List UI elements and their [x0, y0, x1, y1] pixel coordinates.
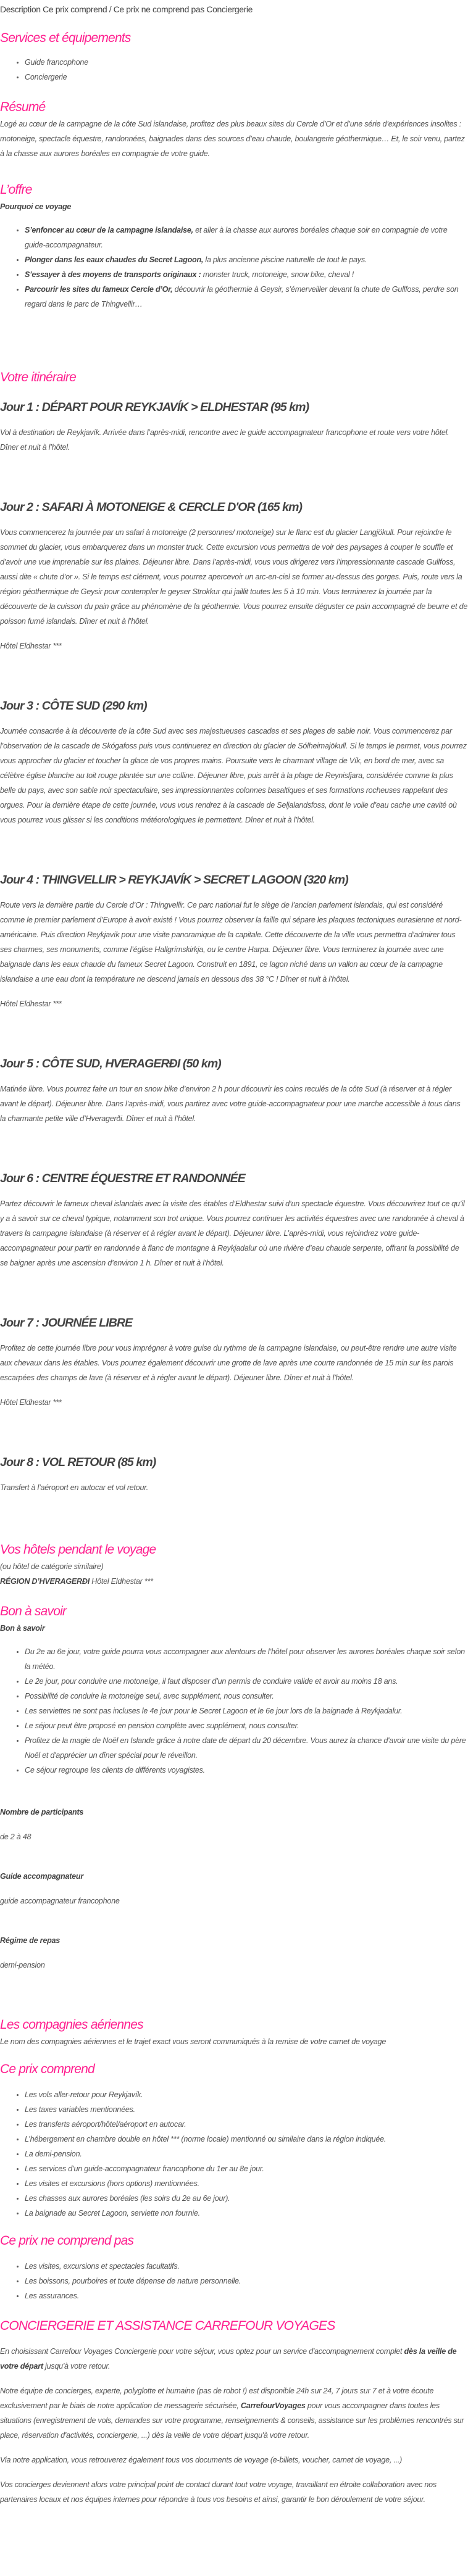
- hotels-entry: [0, 1574, 468, 1589]
- day-hotel: Hôtel Eldhestar ***: [0, 642, 62, 650]
- day-title: Jour 5 : CÔTE SUD, HVERAGERÐI (50 km): [0, 1057, 221, 1071]
- day-title: Jour 7 : JOURNÉE LIBRE: [0, 1316, 133, 1330]
- list-item: • Les boissons, pourboires et toute dépense de nature personnelle.: [25, 2274, 468, 2288]
- list-item: • Les transferts aéroport/hôtel/aéroport en autocar.: [25, 2117, 468, 2132]
- bon-a-savoir-section: [0, 1602, 468, 1973]
- day-description: Transfert à l’aéroport en autocar et vol retour.: [0, 1483, 148, 1492]
- list-item: • Le 2e jour, pour conduire une motoneige, il faut disposer d’un permis de conduire valide et avoir au moins 18 ans.: [25, 1674, 468, 1689]
- hotels-title: Vos hôtels pendant le voyage: [0, 1543, 156, 1557]
- list-item: • Les visites, excursions et spectacles facultatifs.: [25, 2259, 468, 2274]
- hotels-region: RÉGION D’HVERAGERÐI: [0, 1577, 90, 1586]
- offre-item-lead: S’essayer à des moyens de transports originaux :: [25, 270, 201, 279]
- offre-subtitle: Pourquoi ce voyage: [0, 202, 72, 211]
- list-item: • Du 2e au 6e jour, votre guide pourra vous accompagner aux alentours de l’hôtel pour observer les aurores boréales chaque soir selon la météo.: [25, 1644, 468, 1674]
- conciergerie-p4: Vos concierges deviennent alors votre principal point de contact durant tout votre voyage, travaillant en étroite collaboration avec nos partenaires locaux et nos équipes internes pour répondre à tous vos besoins et ainsi, garantir le bon déroulement de votre séjour.: [0, 2480, 437, 2504]
- list-item: • Guide francophone: [25, 55, 468, 70]
- bon-a-savoir-subtitle: Bon à savoir: [0, 1624, 45, 1633]
- offre-item-text: la plus ancienne piscine naturelle de tout le pays.: [203, 255, 367, 264]
- day-title: Jour 1 : DÉPART POUR REYKJAVÍK > ELDHESTAR (95 km): [0, 400, 309, 414]
- nav-prix[interactable]: Ce prix comprend / Ce prix ne comprend pas: [43, 4, 204, 14]
- day-title: Jour 8 : VOL RETOUR (85 km): [0, 1456, 156, 1469]
- fact-label: Régime de repas: [0, 1936, 61, 1945]
- bold-text: dès la veille de votre départ: [0, 2347, 457, 2371]
- text: pour vous accompagner dans toutes les situations (enregistrement de vols, demandes sur votre programme, renseignements & conseils, assistance sur les problèmes rencontrés sur place, réservation d'activités, conciergerie, ...) dès la veille de votre départ jusqu'à votre retour.: [0, 2401, 464, 2440]
- bon-a-savoir-list: [0, 1644, 468, 1778]
- day-hotel: Hôtel Eldhestar ***: [0, 1398, 62, 1407]
- day-hotel: Hôtel Eldhestar ***: [0, 1000, 62, 1008]
- offre-item: [25, 282, 468, 312]
- day-title: Jour 6 : CENTRE ÉQUESTRE ET RANDONNÉE: [0, 1172, 245, 1185]
- list-item: • Profitez de la magie de Noël en Islande grâce à notre date de départ du 20 décembre. Vous aurez la chance d'avoir une visite du père Noël et d'apprécier un dîner spécial pour le réveillon.: [25, 1733, 468, 1763]
- itinerary-day: [0, 498, 468, 653]
- offre-item: [25, 252, 468, 267]
- hotels-name: Hôtel Eldhestar ***: [91, 1577, 153, 1586]
- resume-text: Logé au cœur de la campagne de la côte Sud islandaise, profitez des plus beaux sites du Cercle d’Or et d’une série d’expériences insolites : motoneige, spectacle équestre, randonnées, baignades dans des sources d’eau chaude, boulangerie géothermique… Et, le soir venu, partez à la chasse aux aurores boréales en compagnie de votre guide.: [0, 120, 465, 158]
- list-item: • Ce séjour regroupe les clients de différents voyagistes.: [25, 1763, 468, 1778]
- itinerary-day: [0, 1054, 468, 1126]
- list-item: • L’hébergement en chambre double en hôtel *** (norme locale) mentionné ou similaire dans la région indiquée.: [25, 2132, 468, 2147]
- fact-label: Guide accompagnateur: [0, 1872, 83, 1881]
- offre-item-lead: Plonger dans les eaux chaudes du Secret Lagoon,: [25, 255, 204, 264]
- text: jusqu'à votre retour.: [43, 2362, 111, 2371]
- excludes-list: [0, 2259, 468, 2303]
- hotels-section: [0, 1541, 468, 1589]
- fact-label: Nombre de participants: [0, 1808, 84, 1816]
- list-item: • La demi-pension.: [25, 2147, 468, 2161]
- nav-conciergerie[interactable]: Conciergerie: [206, 4, 253, 14]
- day-description: Route vers la dernière partie du Cercle d’Or : Thingvellir. Ce parc national fut le siège de l’ancien parlement islandais, qui est considéré comme le premier parlement d’Europe à avoir existé ! Vous pourrez observer la faille qui sépare les plaques tectoniques eurasienne et nord-américaine. Puis direction Reykjavík pour une visite panoramique de la capitale. Cette découverte de la ville vous permettra d’admirer tous ses charmes, ses monuments, comme l’église Hallgrímskirkja, ou le centre Harpa. Déjeuner libre. Vous terminerez la journée avec une baignade dans les eaux chaude du fameux Secret Lagoon. Construit en 1891, ce lagon niché dans un vallon au cœur de la campagne islandaise a une eau dont la température ne descend jamais en dessous des 38 °C ! Dîner et nuit à l’hôtel.: [0, 901, 462, 984]
- conciergerie-p1: [0, 2344, 468, 2374]
- offre-item-lead: Parcourir les sites du fameux Cercle d’Or,: [25, 285, 173, 294]
- includes-list: [0, 2087, 468, 2221]
- includes-section: [0, 2060, 468, 2221]
- list-item: • Le séjour peut être proposé en pension complète avec supplément, nous consulter.: [25, 1718, 468, 1733]
- airlines-title: Les compagnies aériennes: [0, 2018, 143, 2032]
- resume-title: Résumé: [0, 100, 46, 114]
- itinerary-section: [0, 368, 468, 1495]
- itinerary-day: [0, 1453, 468, 1495]
- fact-value: demi-pension: [0, 1961, 45, 1969]
- text: Notre équipe de concierges, experte, polyglotte et humaine (pas de robot !) est disponible 24h sur 24, 7 jours sur 7 et à votre écoute exclusivement par le biais de notre application de messagerie sécurisée,: [0, 2387, 434, 2410]
- offre-title: L’offre: [0, 183, 32, 197]
- conciergerie-p2: [0, 2383, 468, 2443]
- offre-list: [0, 223, 468, 312]
- list-item: • Les visites et excursions (hors options) mentionnées.: [25, 2176, 468, 2191]
- offre-item-text: et aller à la chasse aux aurores boréales chaque soir en compagnie de votre guide-accompagnateur.: [25, 226, 448, 249]
- day-description: Journée consacrée à la découverte de la côte Sud avec ses majestueuses cascades et ses plages de sable noir. Vous commencerez par l’observation de la cascade de Skógafoss puis vous continuerez en direction du glacier de Sólheimajökull. Si le temps le permet, vous pourrez vous approcher du glacier et toucher la glace de vos propres mains. Poursuite vers le charmant village de Vík, en bord de mer, avec sa célèbre église blanche au toit rouge plantée sur une colline. Déjeuner libre, puis arrêt à la plage de Reynisfjara, considérée comme la plus belle du pays, avec son sable noir spectaculaire, ses impressionnantes colonnes basaltiques et ses formations rocheuses rappelant des orgues. Pour la dernière étape de cette journée, vous vous rendrez à la cascade de Seljalandsfoss, dont le voile d’eau cache une cavité où vous pourrez vous glisser si les conditions météorologiques le permettent. Dîner et nuit à l’hôtel.: [0, 727, 467, 824]
- list-item: • Les assurances.: [25, 2288, 468, 2303]
- resume-section: [0, 98, 468, 161]
- itinerary-day: [0, 398, 468, 455]
- list-item: • Les vols aller-retour pour Reykjavík.: [25, 2087, 468, 2102]
- offre-item-lead: S’enfoncer au cœur de la campagne islandaise,: [25, 226, 193, 234]
- top-nav: [0, 0, 468, 17]
- includes-title: Ce prix comprend: [0, 2062, 94, 2076]
- day-title: Jour 2 : SAFARI À MOTONEIGE & CERCLE D'OR (165 km): [0, 500, 303, 514]
- day-description: Matinée libre. Vous pourrez faire un tour en snow bike d’environ 2 h pour découvrir les coins reculés de la côte Sud (à réserver et à régler avant le départ). Déjeuner libre. Dans l’après-midi, vous partirez avec votre guide-accompagnateur pour une marche accessible à tous dans la charmante petite ville d’Hveragerði. Dîner et nuit à l’hôtel.: [0, 1085, 461, 1123]
- list-item: • Les serviettes ne sont pas incluses le 4e jour pour le Secret Lagoon et le 6e jour lors de la baignade à Reykjadalur.: [25, 1704, 468, 1718]
- itinerary-day: [0, 697, 468, 827]
- list-item: • Les chasses aux aurores boréales (les soirs du 2e au 6e jour).: [25, 2191, 468, 2206]
- fact-value: de 2 à 48: [0, 1833, 31, 1841]
- list-item: • Les services d’un guide-accompagnateur francophone du 1er au 8e jour.: [25, 2161, 468, 2176]
- text: En choisissant Carrefour Voyages Conciergerie pour votre séjour, vous optez pour un service d'accompagnement complet: [0, 2347, 404, 2356]
- day-title: Jour 3 : CÔTE SUD (290 km): [0, 699, 147, 713]
- itinerary-day: [0, 1314, 468, 1410]
- services-title: Services et équipements: [0, 31, 131, 45]
- list-item: • Les taxes variables mentionnées.: [25, 2102, 468, 2117]
- offre-item-text: monster truck, motoneige, snow bike, cheval !: [201, 270, 354, 279]
- list-item: • La baignade au Secret Lagoon, serviette non fournie.: [25, 2206, 468, 2221]
- conciergerie-title: CONCIERGERIE ET ASSISTANCE CARREFOUR VOYAGES: [0, 2319, 335, 2333]
- bold-text: CarrefourVoyages: [240, 2401, 306, 2410]
- hotels-note: (ou hôtel de catégorie similaire): [0, 1562, 104, 1571]
- itinerary-day: [0, 1169, 468, 1270]
- excludes-title: Ce prix ne comprend pas: [0, 2234, 134, 2248]
- day-description: Partez découvrir le fameux cheval islandais avec la visite des étables d’Eldhestar suivi d’un spectacle équestre. Vous découvrirez tout ce qu’il y a à savoir sur ce cheval typique, notamment son trot unique. Vous pourrez continuer les activités équestres avec une randonnée à cheval à travers la campagne islandaise (à réserver et à régler avant le départ). Déjeuner libre. L’après-midi, vous rejoindrez votre guide-accompagnateur pour partir en randonnée à flanc de montagne à Reykjadalur où une rivière d’eau chaude serpente, offrant la possibilité de se baigner après une ascension d’environ 1 h. Dîner et nuit à l’hôtel.: [0, 1199, 465, 1267]
- day-description: Vol à destination de Reykjavík. Arrivée dans l’après-midi, rencontre avec le guide accompagnateur francophone et route vers votre hôtel. Dîner et nuit à l’hôtel.: [0, 428, 449, 452]
- itinerary-day: [0, 871, 468, 1011]
- bon-a-savoir-title: Bon à savoir: [0, 1604, 67, 1618]
- airlines-text: Le nom des compagnies aériennes et le trajet exact vous seront communiqués à la remise de votre carnet de voyage: [0, 2037, 387, 2046]
- day-description: Profitez de cette journée libre pour vous imprégner à votre guise du rythme de la campagne islandaise, ou peut-être rendre une autre visite aux chevaux dans les étables. Vous pourrez également découvrir une grotte de lave après une courte randonnée de 15 min sur les parois escarpées des champs de lave (à réserver et à régler avant le départ). Déjeuner libre. Dîner et nuit à l’hôtel.: [0, 1344, 457, 1382]
- services-section: [0, 29, 468, 85]
- itinerary-title: Votre itinéraire: [0, 370, 76, 384]
- list-item: • Conciergerie: [25, 70, 468, 85]
- list-item: • Possibilité de conduire la motoneige seul, avec supplément, nous consulter.: [25, 1689, 468, 1704]
- day-description: Vous commencerez la journée par un safari à motoneige (2 personnes/ motoneige) sur le flanc est du glacier Langjökull. Pour rejoindre le sommet du glacier, vous embarquerez dans un monster truck. Cette excursion vous permettra de voir des paysages à couper le souffle et d’avoir une vue imprenable sur les plaines. Déjeuner libre. Dans l’après-midi, vous vous dirigerez vers l’impressionnante cascade Gullfoss, aussi dite « chute d’or ». Si le temps est clément, vous pourrez apercevoir un arc-en-ciel se former au-dessus des gorges. Puis, route vers la région géothermique de Geysir pour contempler le geyser Strokkur qui jaillit toutes les 5 à 10 min. Vous terminerez la journée par la découverte de la cuisson du pain grâce au phénomène de la géothermie. Vous pourrez ensuite déguster ce pain accompagné de beurre et de poisson fumé islandais. Dîner et nuit à l’hôtel.: [0, 528, 468, 626]
- itinerary-days: [0, 398, 468, 1495]
- day-title: Jour 4 : THINGVELLIR > REYKJAVÍK > SECRET LAGOON (320 km): [0, 873, 348, 887]
- nav-description[interactable]: Description: [0, 4, 41, 14]
- offre-item: [25, 223, 468, 252]
- airlines-section: [0, 2016, 468, 2049]
- offre-section: [0, 181, 468, 312]
- services-list: [0, 55, 468, 85]
- facts: [0, 1805, 468, 1973]
- excludes-section: [0, 2232, 468, 2303]
- offre-item: [25, 267, 468, 282]
- conciergerie-section: [0, 2317, 468, 2507]
- offre-item-text: découvrir la géothermie à Geysir, s’émerveiller devant la chute de Gullfoss, perdre son regard dans le parc de Thingvellir…: [25, 285, 459, 309]
- conciergerie-p3: Via notre application, vous retrouverez également tous vos documents de voyage (e-billets, voucher, carnet de voyage, ...): [0, 2456, 403, 2464]
- fact-value: guide accompagnateur francophone: [0, 1897, 120, 1905]
